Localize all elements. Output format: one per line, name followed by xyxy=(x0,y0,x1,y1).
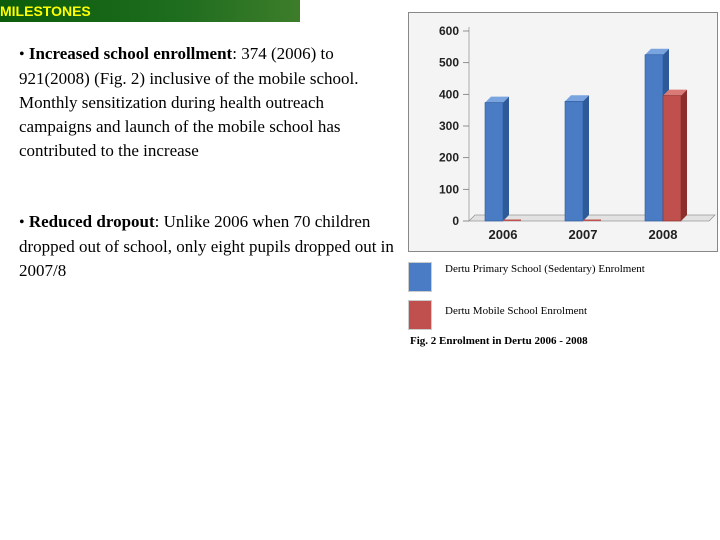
bar-side xyxy=(681,90,687,221)
y-tick-label: 200 xyxy=(438,150,459,165)
figure-caption: Fig. 2 Enrolment in Dertu 2006 - 2008 xyxy=(410,335,588,347)
legend-label-primary: Dertu Primary School (Sedentary) Enrolment xyxy=(445,263,645,275)
legend-label-mobile: Dertu Mobile School Enrolment xyxy=(445,305,588,317)
y-tick-label: 100 xyxy=(438,182,459,197)
milestone-text: : Unlike 2006 when 70 children dropped out of school, only eight pupils dropped out in 2007/8 xyxy=(19,212,394,280)
y-tick-label: 0 xyxy=(452,214,459,228)
bar-mobile-2007 xyxy=(583,220,601,222)
milestone-heading: Reduced dropout xyxy=(28,212,155,231)
bar-mobile-2008 xyxy=(663,96,681,221)
y-tick-label: 500 xyxy=(438,55,459,70)
bar-primary-2008 xyxy=(645,55,663,221)
bar-mobile-2006 xyxy=(503,220,521,222)
y-tick-label: 400 xyxy=(438,87,459,102)
bar-side xyxy=(503,97,509,221)
milestone-heading: Increased school enrollment xyxy=(28,44,233,63)
y-tick-label: 600 xyxy=(438,24,459,38)
legend-swatch-mobile xyxy=(408,300,432,330)
x-tick-label: 2008 xyxy=(648,227,678,242)
legend-swatch-primary xyxy=(408,262,432,292)
bullet-icon: • xyxy=(19,46,25,63)
bar-primary-2006 xyxy=(485,103,503,221)
page-title: MILESTONES xyxy=(0,3,91,19)
header-bar xyxy=(0,0,300,22)
y-tick-label: 300 xyxy=(438,119,459,133)
chart-canvas xyxy=(409,13,717,251)
bar-side xyxy=(583,95,589,221)
bar-primary-2007 xyxy=(565,101,583,221)
milestone-enrollment xyxy=(19,42,399,163)
x-tick-label: 2007 xyxy=(568,227,598,242)
milestone-dropout xyxy=(19,210,399,283)
enrolment-chart xyxy=(408,12,718,252)
milestone-text: : 374 (2006) to 921(2008) (Fig. 2) inclusive of the mobile school. Monthly sensitization during health outreach campaigns and launch of the mobile school has contributed to the increase xyxy=(19,44,359,160)
bullet-icon: • xyxy=(19,214,25,231)
x-tick-label: 2006 xyxy=(488,227,518,242)
